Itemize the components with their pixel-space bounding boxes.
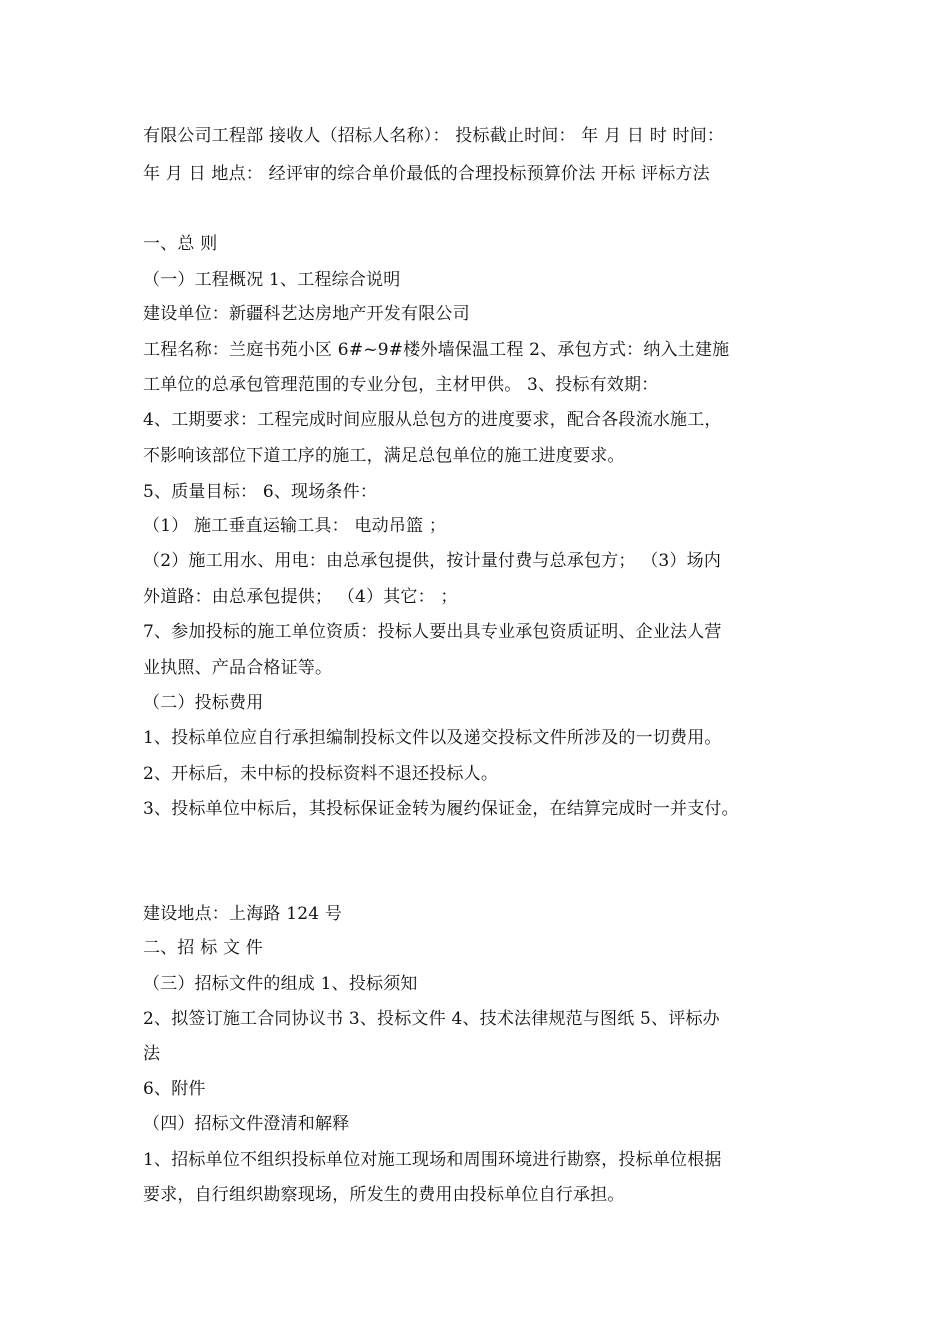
text-line: 有限公司工程部 接收人（招标人名称）： 投标截止时间： 年 月 日 时 时间： [143,126,725,146]
text-line: 法 [143,1044,161,1064]
text-line: 要求，自行组织勘察现场，所发生的费用由投标单位自行承担。 [143,1185,625,1205]
text-line: 1、投标单位应自行承担编制投标文件以及递交投标文件所涉及的一切费用。 [143,728,722,748]
text-line: 业执照、产品合格证等。 [143,658,333,678]
text-line: 建设单位：新疆科艺达房地产开发有限公司 [143,304,470,324]
text-line: 4、工期要求：工程完成时间应服从总包方的进度要求，配合各段流水施工， [143,410,722,430]
text-line: 不影响该部位下道工序的施工，满足总包单位的施工进度要求。 [143,446,625,466]
text-line: 7、参加投标的施工单位资质：投标人要出具专业承包资质证明、企业法人营 [143,622,722,642]
text-line: 2、开标后，未中标的投标资料不退还投标人。 [143,764,499,784]
text-line: 年 月 日 地点： 经评审的综合单价最低的合理投标预算价法 开标 评标方法 [143,164,710,184]
text-line: 5、质量目标： 6、现场条件： [143,482,378,502]
subsection-heading: （四）招标文件澄清和解释 [143,1114,350,1134]
text-line: 3、投标单位中标后，其投标保证金转为履约保证金，在结算完成时一并支付。 [143,799,739,819]
text-line: 建设地点：上海路 124 号 [143,904,343,924]
text-line: 工单位的总承包管理范围的专业分包，主材甲供。 3、投标有效期： [143,375,659,395]
text-line: （1） 施工垂直运输工具： 电动吊篮 ； [143,516,447,536]
subsection-heading: （三）招标文件的组成 1、投标须知 [143,974,418,994]
text-line: 2、拟签订施工合同协议书 3、投标文件 4、技术法律规范与图纸 5、评标办 [143,1009,720,1029]
text-line: 6、附件 [143,1079,206,1099]
section-heading: 一、总 则 [143,234,218,254]
section-heading: 二、招 标 文 件 [143,938,264,958]
text-line: 工程名称：兰庭书苑小区 6#~9#楼外墙保温工程 2、承包方式：纳入土建施 [143,340,730,360]
text-line: 外道路：由总承包提供； （4）其它： ； [143,587,458,607]
text-line: 1、招标单位不组织投标单位对施工现场和周围环境进行勘察，投标单位根据 [143,1150,722,1170]
text-line: （2）施工用水、用电：由总承包提供，按计量付费与总承包方； （3）场内 [143,551,722,571]
subsection-heading: （一）工程概况 1、工程综合说明 [143,270,401,290]
subsection-heading: （二）投标费用 [143,693,264,713]
